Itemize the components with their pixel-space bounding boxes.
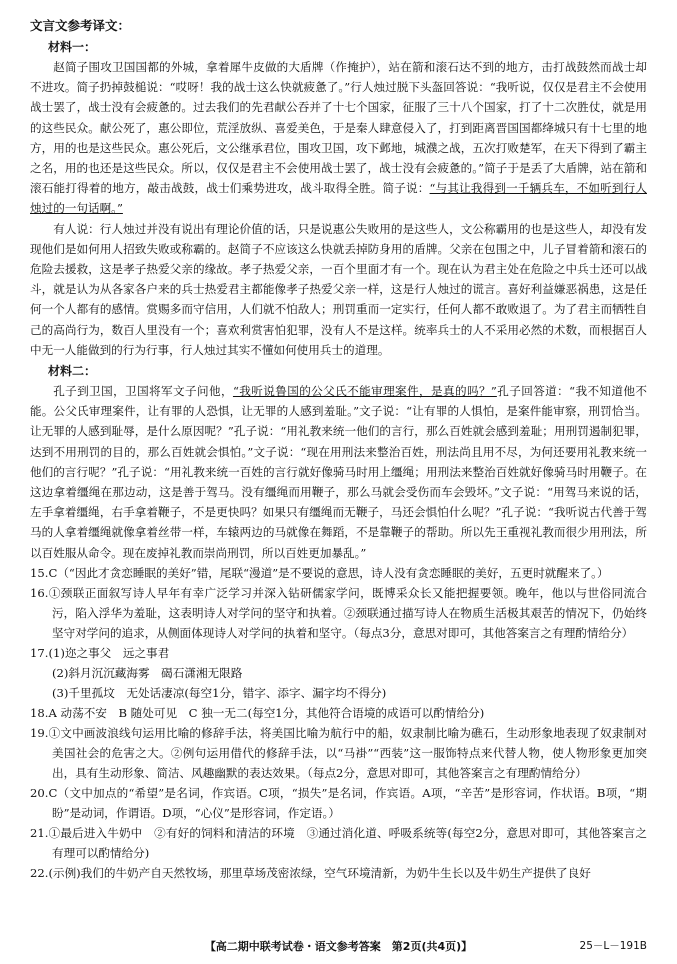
answer-number: 16. [30,585,49,600]
answer-text: ①颈联正面叙写诗人早年有幸广泛学习并深入钻研儒家学问，既博采众长又能把握要领。晚年，他以与世俗同流合污，陷入浮华为羞耻，这表明诗人对学问的坚守和执着。②颈联通过描写诗人在物质生活极其艰苦的情况下，仍始终坚守对学问的追求，从侧面体现诗人对学问的执着和坚守。（每点3分，意思对即可，其他答案言之有理酌情给分） [48,585,647,640]
answer-text: ①最后进入牛奶中 ②有好的饲料和清洁的环境 ③通过消化道、呼吸系统等(每空2分，意思对即可，其他答案言之有理可以酌情给分) [48,825,647,860]
answer-text: (3)千里孤坟 无处话凄凉(每空1分，错字、添字、漏字均不得分) [52,685,387,700]
answer-text: (示例)我们的牛奶产自天然牧场，那里草场茂密浓绿，空气环境清新，为奶牛生长以及牛奶生产提供了良好 [48,865,591,880]
material2-title: 材料二： [48,364,97,379]
section-heading: 文言文参考译文： [30,18,131,33]
answer-number: 22. [30,865,49,880]
footer-code: 25－L－191B [579,940,647,952]
answer-item [30,723,647,783]
answer-item [30,863,647,883]
answer-number: 20. [30,785,49,800]
answer-text: ①文中画波浪线句运用比喻的修辞手法，将美国比喻为航行中的船，奴隶制比喻为礁石，生动形象地表现了奴隶制对美国社会的危害之大。②例句运用借代的修辞手法，以“马褂”“西装”这一服饰特点来代替人物，使人物形象更加突出，具有生动形象、简洁、风趣幽默的表达效果。（每点2分，意思对即可，其他答案言之有理酌情给分） [48,725,647,780]
material1-paragraph-2: 有人说：行人烛过并没有说出有理论价值的话，只是说惠公失败用的是这些人，文公称霸用的也是这些人，却没有发现他们是如何用人招致失败或称霸的。赵简子不应该这么快就丢掉防身用的盾牌。父亲在包围之中，儿子冒着箭和滚石的危险去援救，这是孝子热爱父亲的缘故。孝子热爱父亲，一百个里面才有一个。现在认为君主处在危险之中兵士还可以战斗，就是认为从各家各户来的兵士热爱君主都能像孝子热爱父亲一样，这是行人烛过的谎言。喜好利益嫌恶祸患，这是任何一个人都有的感情。赏赐多而守信用，人们就不怕敌人；刑罚重而一定实行，任何人都不敢败退了。为了君主而牺牲自己的高尚行为，数百人里没有一个；喜欢利赏害怕犯罪，没有人不是这样。统率兵士的人不采用必然的术数，而根据百人中无一人能做到的行为行事，行人烛过其实不懂如何使用兵士的道理。 [30,221,647,357]
answer-number: 18. [30,705,49,720]
answer-number: 21. [30,825,49,840]
answer-text: (2)斜月沉沉藏海雾 碣石潇湘无限路 [52,665,243,680]
answers-list [30,563,647,883]
answer-number: 15. [30,565,49,580]
answer-item [30,783,647,823]
answer-text: C（文中加点的“希望”是名词，作宾语。C项，“损失”是名词，作宾语。A项，“辛苦”是形容词，作状语。B项，“期盼”是动词，作谓语。D项，“心仪”是形容词，作定语。） [48,785,647,820]
answer-item [30,563,647,583]
answer-text: (1)迩之事父 远之事君 [48,645,170,660]
underlined-quote: “我听说鲁国的公父氏不能审理案件，是真的吗？” [232,384,497,399]
answer-item [30,583,647,643]
answer-number: 17. [30,645,49,660]
answer-item [30,643,647,703]
answer-text: A 动荡不安 B 随处可见 C 独一无二(每空1分，其他符合语境的成语可以酌情给分) [48,705,485,720]
material1-paragraph-1: 赵简子围攻卫国国都的外城，拿着犀牛皮做的大盾牌（作掩护），站在箭和滚石达不到的地方，击打战鼓然而战士却不进攻。简子扔掉鼓槌说：“哎呀！我的战士这么快就疲惫了。”行人烛过脱下头盔回答说：“我听说，仅仅是君主不会使用战士罢了，战士没有会疲惫的。过去我们的先君献公吞并了十七个国家，征服了三十八个国家，打了十二次胜仗，就是用的这些民众。献公死了，惠公即位，荒淫放纵、喜爱美色，于是秦人肆意侵入了，打到距离晋国国都绛城只有十七里的地方，用的也是这些民众。惠公死后，文公继承君位，围攻卫国，攻下邺地，城濮之战，五次打败楚军，在天下得到了霸主之名，用的也还是这些民众。所以，仅仅是君主不会使用战士罢了，战士没有会疲惫的。”简子于是丢了大盾牌，站在箭和滚石能打得着的地方，敲击战鼓，战士们乘势进攻，战斗取得全胜。简子说：“与其让我得到一千辆兵车，不如听到行人烛过的一句话啊。” [30,60,647,216]
answer-item [30,823,647,863]
page-footer [0,938,677,956]
material2-paragraph: 孔子到卫国，卫国将军文子问他，“我听说鲁国的公父氏不能审理案件，是真的吗？”孔子回答道：“我不知道他不能。公父氏审理案件，让有罪的人恐惧，让无罪的人感到羞耻。”文子说：“让有罪的人惧怕，是案件能审察，刑罚恰当。让无罪的人感到耻辱，是什么原因呢？”孔子说：“用礼教来统一他们的言行，那么百姓就会感到羞耻；用刑罚遏制犯罪，达到不用刑罚的目的，那么百姓就会惧怕。”文子说：“现在用刑法来整治百姓，刑法尚且用不尽，为何还要用礼教来统一他们的言行呢？”孔子说：“用礼教来统一百姓的言行就好像骑马时用上缰绳；用刑法来整治百姓就好像骑马时用鞭子。在这边拿着缰绳在那边动，这是善于驾马。没有缰绳而用鞭子，那么马就会受伤而车会毁坏。”文子说：“用驾马来说的话，左手拿着缰绳，右手拿着鞭子，不是更快吗？如果只有缰绳而无鞭子，马还会惧怕什么呢？”孔子说：“我听说古代善于驾马的人拿着缰绳就像拿着丝带一样，车辕两边的马就像在舞蹈，不是靠鞭子的帮助。所以先王重视礼教而很少用刑法，所以百姓服从命令。现在废掉礼教而崇尚刑罚，所以百姓更加暴乱。” [30,384,647,560]
underlined-quote: “与其让我得到一千辆兵车，不如听到行人烛过的一句话啊。” [30,181,647,216]
answer-number: 19. [30,725,49,740]
answer-item [30,703,647,723]
answer-text: C（“因此才贪恋睡眠的美好”错，尾联“漫道”是不要说的意思，诗人没有贪恋睡眠的美好，五更时就醒来了。） [48,565,609,580]
material1-title: 材料一： [48,40,97,54]
footer-title: 【高二期中联考试卷・语文参考答案 第2页(共4页)】 [204,940,473,953]
